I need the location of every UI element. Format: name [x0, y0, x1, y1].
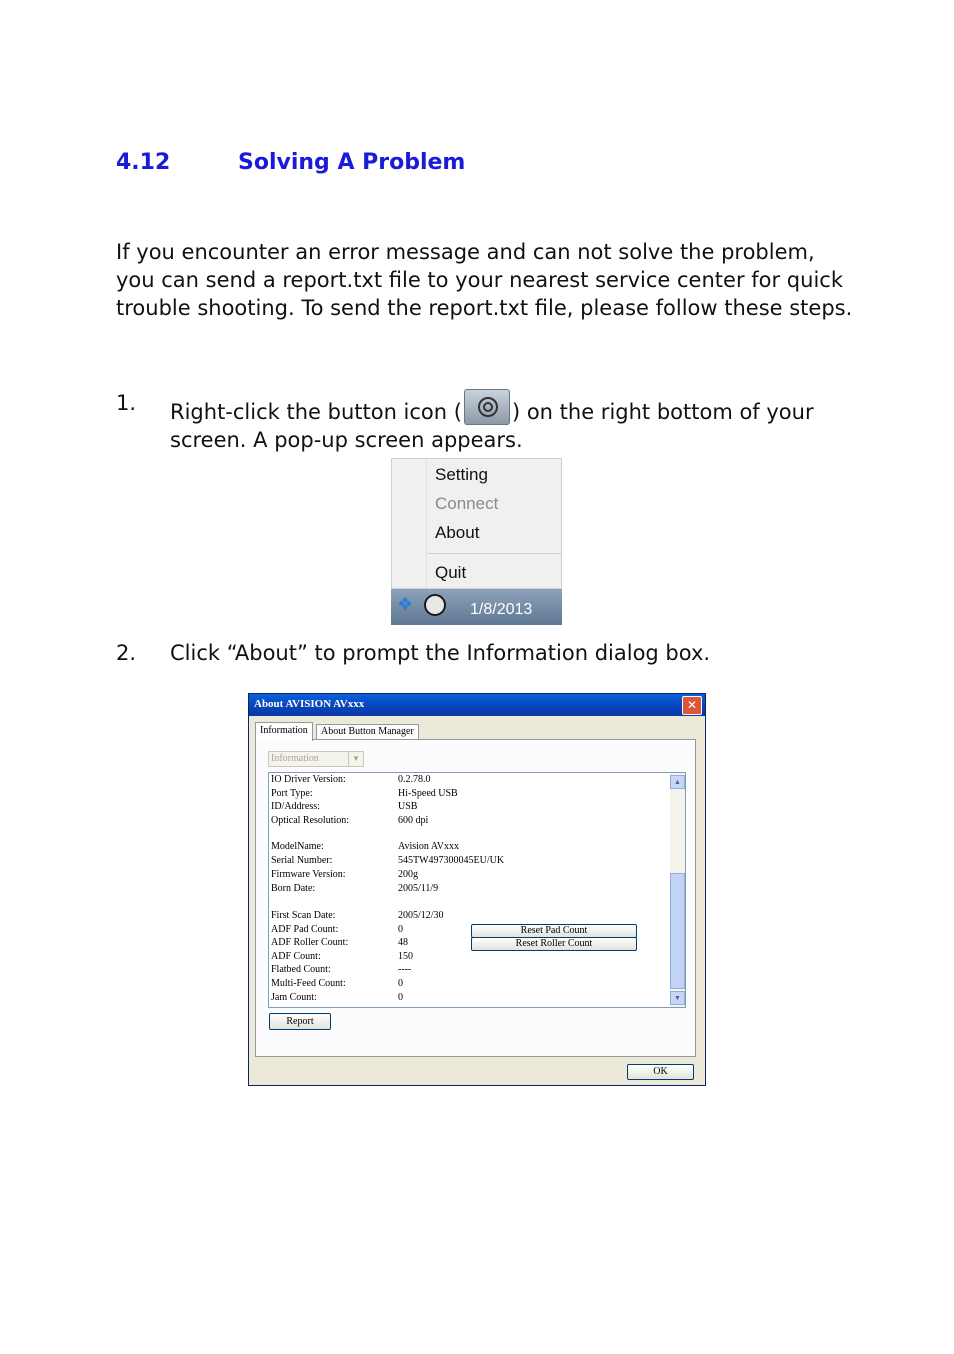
- step-1-text-before: Right-click the button icon (: [170, 400, 462, 424]
- step-1: [0, 389, 954, 452]
- step-1-number: 1.: [116, 391, 137, 415]
- chevron-up-icon[interactable]: ▲: [670, 775, 685, 789]
- taskbar-tray: [391, 589, 562, 625]
- ok-button[interactable]: OK: [627, 1064, 694, 1080]
- information-dialog: [248, 693, 706, 1086]
- menu-item-about[interactable]: About: [435, 523, 480, 542]
- menu-item-setting[interactable]: Setting: [435, 465, 488, 484]
- chevron-down-icon[interactable]: ▼: [348, 752, 363, 766]
- tray-date: 1/8/2013: [470, 601, 533, 618]
- information-select[interactable]: [268, 751, 364, 767]
- tab-about-button-manager[interactable]: About Button Manager: [316, 724, 419, 740]
- tab-information[interactable]: Information: [255, 722, 313, 741]
- information-panel: [255, 739, 696, 1057]
- intro-paragraph: If you encounter an error message and can not solve the problem, you can send a report.txt file to your nearest service center for quick trouble shooting. To send the report.txt file, please follow these steps.: [116, 240, 853, 320]
- information-list[interactable]: IO Driver Version: 0.2.78.0 Port Type: Hi-Speed USB ID/Address: USB Optical Resolution: 600 dpi ModelName: Avision AVxxx Serial Number: 545TW497300045EU/UK Firmware Version: 200g Born Date: 2005/11/9 First Scan Date: 2005/12/30 ADF Pad Count: 0 ADF Roller Count: 48 ADF Count: 150 Flatbed Count: ---- Multi-Feed Count: 0 Jam Count: 0 Reset Pad Count Reset Roller Count ▲ ▼: [268, 772, 686, 1008]
- section-title: Solving A Problem: [238, 150, 466, 175]
- reset-pad-count-button[interactable]: Reset Pad Count: [471, 924, 637, 938]
- section-number: 4.12: [116, 150, 171, 175]
- tray-popup-menu: [391, 458, 562, 589]
- list-scrollbar[interactable]: [670, 773, 685, 1007]
- report-button[interactable]: Report: [269, 1013, 331, 1030]
- reset-roller-count-button[interactable]: Reset Roller Count: [471, 937, 637, 951]
- button-manager-tray-icon[interactable]: [424, 594, 446, 616]
- menu-item-connect: Connect: [435, 494, 499, 513]
- chevron-down-icon[interactable]: ▼: [670, 991, 685, 1005]
- step-2-text: Click “About” to prompt the Information dialog box.: [170, 641, 711, 665]
- menu-separator: [428, 553, 561, 554]
- scrollbar-thumb[interactable]: [670, 873, 685, 989]
- close-icon[interactable]: ✕: [682, 696, 702, 715]
- information-select-value: Information: [271, 753, 319, 764]
- dialog-titlebar[interactable]: [249, 694, 705, 716]
- step-1-text-after: ) on the right bottom of your screen. A pop-up screen appears.: [170, 400, 814, 452]
- step-1-text: [170, 389, 850, 454]
- step-2-number: 2.: [116, 641, 137, 665]
- dialog-title: About AVISION AVxxx: [254, 698, 365, 710]
- button-manager-icon: [464, 389, 510, 425]
- dropbox-icon[interactable]: ❖: [397, 594, 414, 614]
- menu-item-quit[interactable]: Quit: [435, 563, 467, 582]
- step-2: [0, 639, 954, 669]
